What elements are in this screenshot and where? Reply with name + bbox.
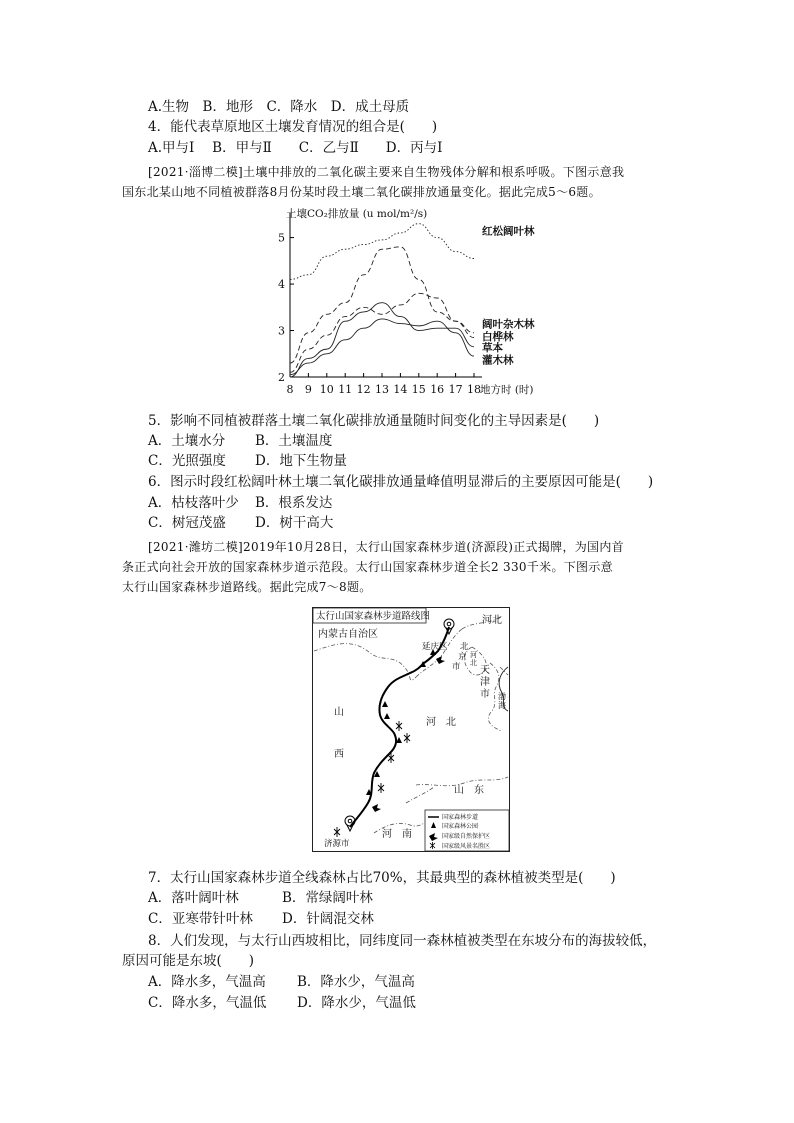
- label-hebei-mid: 河 北: [426, 717, 456, 728]
- label-tianjin-1: 天: [480, 665, 490, 676]
- q6-stem: 6．图示时段红松阔叶林土壤二氧化碳排放通量峰值明显滞后的主要原因可能是( ): [148, 474, 654, 490]
- x-tick-label: 18: [467, 383, 481, 396]
- y-tick-label: 2: [278, 371, 285, 384]
- label-hebei-small-2: 北: [470, 659, 477, 667]
- x-tick-label: 17: [448, 383, 463, 396]
- q3-options: A.生物 B．地形 C．降水 D．成土母质: [148, 99, 410, 115]
- series-label-2: 白桦林: [482, 331, 514, 344]
- label-beijing-1: 北: [460, 642, 469, 652]
- label-shandong: 山 东: [454, 785, 484, 796]
- label-hebei-small-1: 河: [470, 651, 477, 659]
- y-tick-label: 3: [278, 324, 285, 338]
- series-line-4: [290, 319, 474, 375]
- x-tick-label: 8: [286, 383, 294, 396]
- q7-option-d: D．针阔混交林: [282, 911, 374, 927]
- x-tick-label: 9: [304, 383, 312, 396]
- series-label-1: 阔叶杂木林: [482, 318, 535, 331]
- series-line-0: [290, 224, 474, 280]
- x-tick-label: 14: [393, 383, 408, 396]
- legend-forest-park: 国家森林公园: [442, 823, 479, 830]
- q6-option-a: A．枯枝落叶少: [148, 495, 239, 511]
- label-shanxi-1: 山: [334, 707, 344, 718]
- x-tick-label: 12: [356, 383, 371, 396]
- intro1-line2: 国东北某山地不同植被群落8月份某时段土壤二氧化碳排放通量变化。据此完成5～6题。: [122, 185, 601, 199]
- series-label-3: 草本: [482, 341, 503, 354]
- series-label-0: 红松阔叶林: [482, 225, 535, 238]
- taihang-trail-map: [312, 607, 510, 852]
- q7-option-b: B．常绿阔叶林: [282, 890, 373, 906]
- x-tick-label: 10: [319, 383, 334, 396]
- q4-stem: 4．能代表草原地区土壤发育情况的组合是( ): [148, 119, 438, 135]
- intro2-line3: 太行山国家森林步道路线。据此完成7～8题。: [122, 580, 372, 594]
- q8-option-d: D．降水少，气温低: [297, 995, 416, 1011]
- q5-stem: 5．影响不同植被群落土壤二氧化碳排放通量随时间变化的主导因素是( ): [148, 413, 600, 429]
- label-beijing-3: 市: [452, 662, 461, 672]
- label-beijing-2: 京: [458, 652, 467, 662]
- legend-reserve: 国家级自然保护区: [442, 833, 491, 840]
- label-henan: 河 南: [382, 829, 412, 840]
- q7-stem: 7．太行山国家森林步道全线森林占比70%，其最典型的森林植被类型是( ): [148, 870, 616, 886]
- series-label-4: 灌木林: [482, 354, 514, 367]
- q5-option-c: C．光照强度: [148, 453, 226, 469]
- q6-option-c: C．树冠茂盛: [148, 515, 226, 531]
- q4-options: A.甲与Ⅰ B．甲与Ⅱ C．乙与Ⅱ D．丙与Ⅰ: [148, 140, 443, 156]
- co2-emission-chart: [262, 205, 562, 407]
- intro1-line1: [2021·淄博二模]土壤中排放的二氧化碳主要来自生物残体分解和根系呼吸。下图示意我: [148, 165, 625, 179]
- q6-option-d: D．树干高大: [255, 515, 334, 531]
- label-inner-mongolia: 内蒙古自治区: [318, 629, 378, 640]
- q8-option-c: C．降水多，气温低: [148, 995, 267, 1011]
- label-tianjin-3: 市: [480, 689, 490, 700]
- y-tick-label: 4: [278, 278, 285, 292]
- series-line-1: [290, 247, 474, 363]
- x-tick-label: 16: [430, 383, 445, 396]
- label-bohai-2: 海: [498, 701, 506, 710]
- label-bohai-1: 渤: [498, 692, 506, 701]
- q8-stem-line2: 原因可能是东坡( ): [122, 953, 255, 969]
- q8-stem-line1: 8．人们发现，与太行山西坡相比，同纬度同一森林植被类型在东坡分布的海拔较低，: [148, 933, 657, 949]
- y-axis-label: 土壤CO₂排放量 (u mol/m²/s): [286, 208, 428, 220]
- q8-option-a: A．降水多，气温高: [148, 974, 266, 990]
- q5-option-b: B．土壤温度: [255, 433, 333, 449]
- label-jiyuan: 济源市: [324, 839, 350, 849]
- intro2-line2: 条正式向社会开放的国家森林步道示范段。太行山国家森林步道全长2 330千米。下图示意: [122, 560, 613, 574]
- q8-option-b: B．降水少，气温高: [297, 974, 415, 990]
- label-tianjin-2: 津: [480, 677, 490, 688]
- y-tick-label: 5: [278, 231, 285, 245]
- label-yanqing: 延庆区: [422, 642, 448, 652]
- q5-option-a: A．土壤水分: [148, 433, 226, 449]
- x-tick-label: 15: [411, 383, 426, 396]
- x-axis-label: 地方时 (时): [480, 384, 534, 396]
- label-hebei-top: 河北: [482, 615, 502, 626]
- intro2-line1: [2021·潍坊二模]2019年10月28日，太行山国家森林步道(济源段)正式揭牌，为国内首: [148, 540, 624, 554]
- series-line-3: [290, 303, 474, 377]
- map-title: 太行山国家森林步道路线图: [316, 611, 431, 622]
- q7-option-c: C．亚寒带针叶林: [148, 911, 253, 927]
- x-tick-label: 11: [338, 383, 353, 396]
- label-shanxi-2: 西: [334, 749, 344, 760]
- legend-trail: 国家森林步道: [442, 814, 479, 821]
- map-legend: [425, 810, 509, 851]
- q5-option-d: D．地下生物量: [255, 453, 347, 469]
- x-tick-label: 13: [375, 383, 389, 396]
- q7-option-a: A．落叶阔叶林: [148, 890, 239, 906]
- legend-scenic: 国家级风景名胜区: [442, 843, 491, 850]
- series-line-2: [290, 293, 474, 372]
- q6-option-b: B．根系发达: [255, 495, 333, 511]
